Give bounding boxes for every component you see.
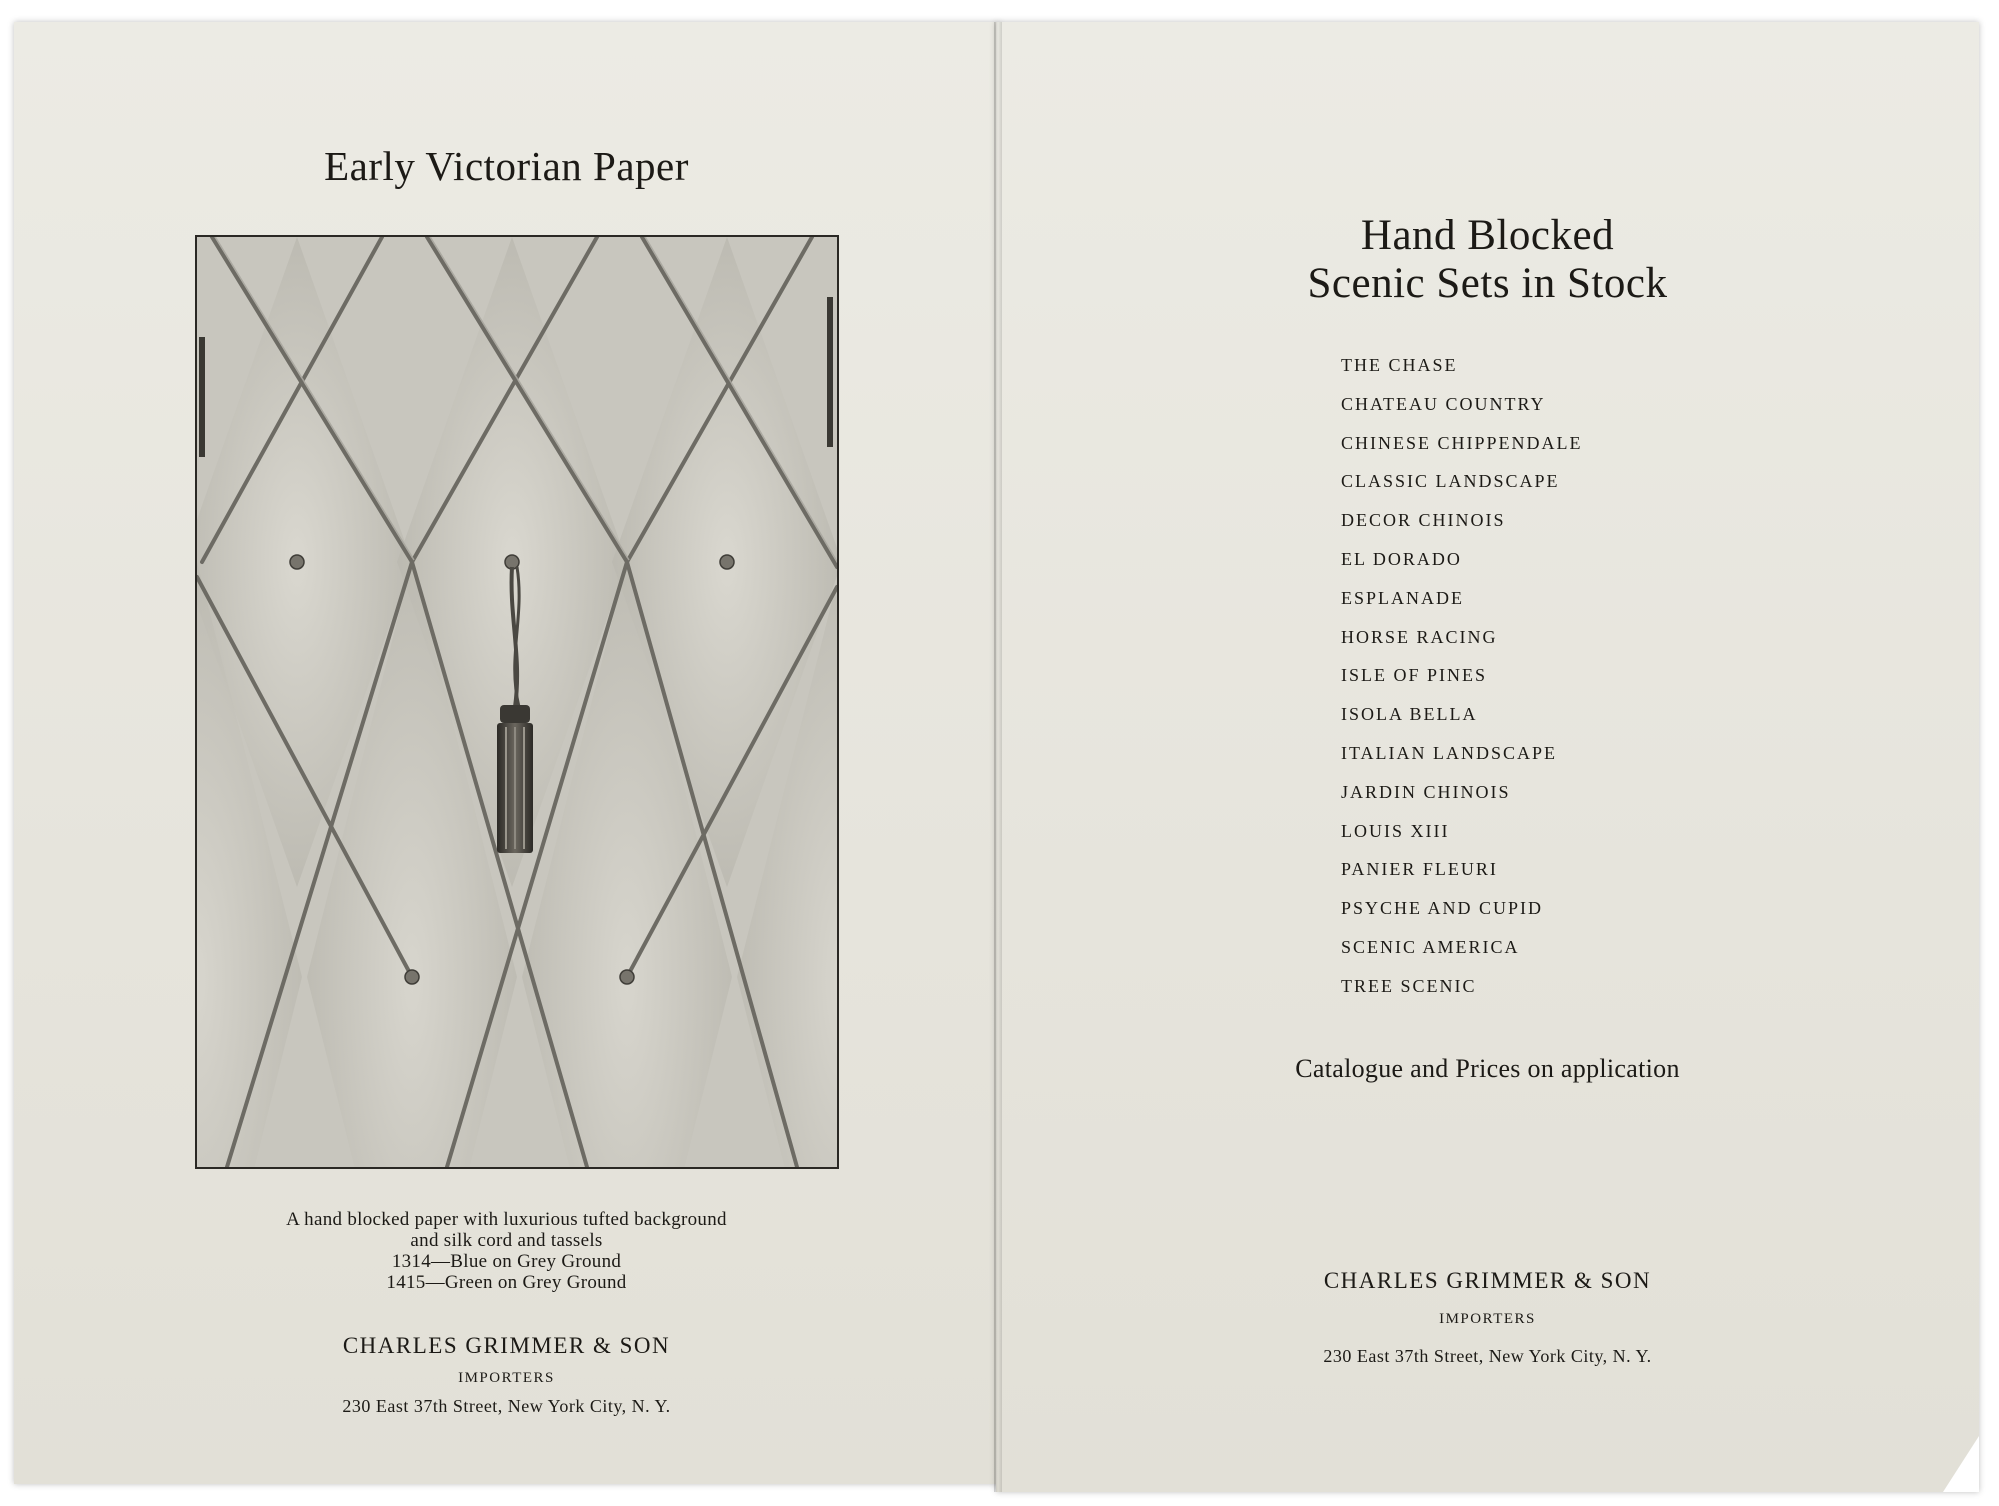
list-item: DECOR CHINOIS — [1341, 510, 1506, 531]
list-item: JARDIN CHINOIS — [1341, 781, 1511, 802]
list-item: ISOLA BELLA — [1341, 704, 1478, 725]
list-item: CLASSIC LANDSCAPE — [1341, 471, 1560, 492]
right-page — [996, 22, 1979, 1492]
list-item: CHATEAU COUNTRY — [1341, 393, 1546, 414]
plate-caption — [14, 1209, 999, 1293]
company-descriptor: IMPORTERS — [458, 1370, 555, 1386]
list-item: PSYCHE AND CUPID — [1341, 898, 1544, 919]
list-item: ITALIAN LANDSCAPE — [1341, 742, 1558, 763]
title-line: Scenic Sets in Stock — [1307, 260, 1668, 307]
book-spine — [994, 22, 1002, 1492]
company-address: 230 East 37th Street, New York City, N. Y. — [342, 1396, 671, 1416]
left-page — [14, 22, 999, 1484]
item-number-line: 1415—Green on Grey Ground — [386, 1272, 627, 1293]
list-item: EL DORADO — [1341, 548, 1462, 569]
list-item: CHINESE CHIPPENDALE — [1341, 432, 1583, 453]
caption-line: and silk cord and tassels — [410, 1230, 603, 1251]
wallpaper-plate-image — [195, 235, 839, 1169]
list-item: ISLE OF PINES — [1341, 665, 1488, 686]
page-title-left: Early Victorian Paper — [324, 143, 689, 189]
list-item: THE CHASE — [1341, 355, 1458, 375]
caption-line: A hand blocked paper with luxurious tufted background — [286, 1209, 727, 1230]
item-number-line: 1314—Blue on Grey Ground — [391, 1251, 622, 1272]
title-line: Hand Blocked — [1360, 212, 1615, 259]
company-address: 230 East 37th Street, New York City, N. Y. — [1323, 1346, 1652, 1366]
company-name: CHARLES GRIMMER & SON — [1323, 1268, 1652, 1293]
company-descriptor: IMPORTERS — [1439, 1311, 1536, 1327]
company-name: CHARLES GRIMMER & SON — [342, 1333, 671, 1358]
list-item: ESPLANADE — [1341, 587, 1465, 608]
page-title-right — [996, 212, 1979, 308]
catalogue-note: Catalogue and Prices on application — [1295, 1054, 1680, 1083]
list-item: SCENIC AMERICA — [1341, 936, 1520, 957]
scenic-sets-list — [1341, 352, 1583, 1012]
list-item: PANIER FLEURI — [1341, 859, 1498, 880]
torn-corner — [1943, 1436, 1979, 1492]
list-item: LOUIS XIII — [1341, 820, 1450, 841]
list-item: TREE SCENIC — [1341, 975, 1477, 996]
list-item: HORSE RACING — [1341, 626, 1498, 647]
